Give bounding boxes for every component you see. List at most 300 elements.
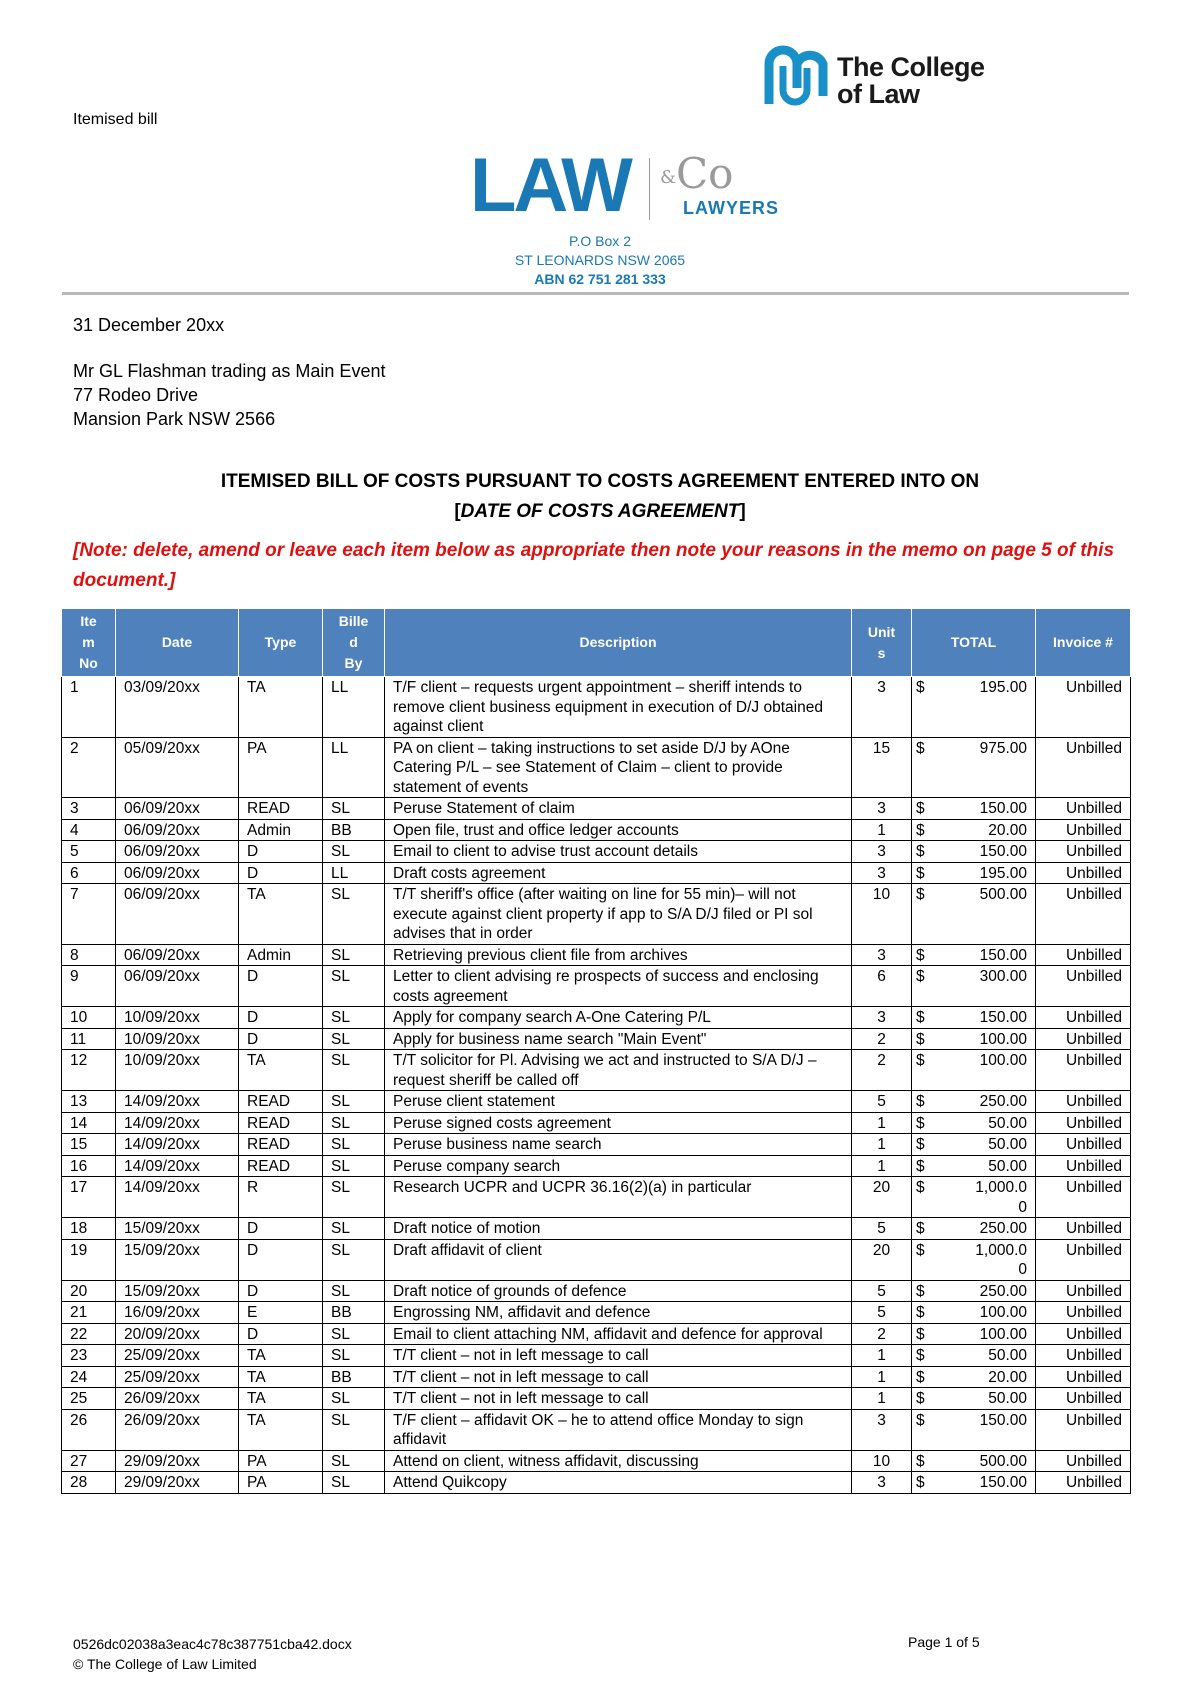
header-billed-by: Bille d By	[323, 609, 385, 677]
currency-symbol: $	[916, 1030, 925, 1048]
cell-billed-by: SL	[323, 1112, 385, 1134]
amount-value: 50.00	[988, 1136, 1027, 1153]
cell-billed-by: SL	[323, 1239, 385, 1280]
amount-value: 250.00	[979, 1282, 1027, 1300]
cell-billed-by: LL	[323, 737, 385, 798]
cell-units: 3	[852, 944, 912, 966]
cell-units: 1	[852, 1112, 912, 1134]
cell-total	[912, 862, 1036, 884]
cell-invoice: Unbilled	[1036, 1472, 1131, 1494]
cell-total	[912, 1239, 1036, 1280]
cell-item-no: 21	[62, 1302, 116, 1324]
cell-date: 14/09/20xx	[116, 1134, 239, 1156]
cell-units: 2	[852, 1323, 912, 1345]
cell-units: 3	[852, 1409, 912, 1450]
currency-symbol: $	[916, 1093, 925, 1110]
letter-date: 31 December 20xx	[73, 315, 225, 335]
cell-invoice: Unbilled	[1036, 1177, 1131, 1218]
cell-invoice: Unbilled	[1036, 1323, 1131, 1345]
table-row	[62, 1218, 1131, 1240]
cell-type: D	[239, 1218, 323, 1240]
cell-type: D	[239, 1323, 323, 1345]
cell-billed-by: SL	[323, 1218, 385, 1240]
cell-date: 06/09/20xx	[116, 798, 239, 820]
cell-billed-by: SL	[323, 1134, 385, 1156]
amount-value: 20.00	[988, 821, 1027, 839]
cell-date: 10/09/20xx	[116, 1050, 239, 1091]
cell-billed-by: SL	[323, 1450, 385, 1472]
cell-total	[912, 1366, 1036, 1388]
currency-symbol: $	[916, 1304, 925, 1321]
cell-units: 1	[852, 1134, 912, 1156]
currency-symbol: $	[916, 1157, 925, 1175]
cell-type: TA	[239, 884, 323, 945]
header-type: Type	[239, 609, 323, 677]
cell-billed-by: SL	[323, 884, 385, 945]
cell-item-no: 18	[62, 1218, 116, 1240]
cell-type: TA	[239, 1388, 323, 1410]
amount-value: 100.00	[979, 1325, 1027, 1343]
currency-symbol: $	[916, 1136, 925, 1153]
currency-symbol: $	[916, 946, 925, 964]
cell-date: 14/09/20xx	[116, 1155, 239, 1177]
amount-value: 500.00	[979, 886, 1027, 903]
currency-symbol: $	[916, 800, 925, 817]
table-row	[62, 1091, 1131, 1113]
cell-invoice: Unbilled	[1036, 1050, 1131, 1091]
cell-total	[912, 737, 1036, 798]
cell-date: 06/09/20xx	[116, 862, 239, 884]
cell-item-no: 16	[62, 1155, 116, 1177]
cell-type: TA	[239, 1050, 323, 1091]
cell-invoice: Unbilled	[1036, 677, 1131, 738]
cell-units: 1	[852, 1388, 912, 1410]
cell-type: PA	[239, 1472, 323, 1494]
cell-billed-by: SL	[323, 966, 385, 1007]
cell-units: 10	[852, 884, 912, 945]
cell-description: T/T client – not in left message to call	[385, 1388, 852, 1410]
cell-total	[912, 944, 1036, 966]
cell-billed-by: LL	[323, 677, 385, 738]
cell-units: 2	[852, 1050, 912, 1091]
cell-item-no: 4	[62, 819, 116, 841]
firm-logo-divider	[649, 158, 650, 220]
cell-date: 06/09/20xx	[116, 884, 239, 945]
cell-description: T/T client – not in left message to call	[385, 1366, 852, 1388]
amount-value: 1,000.0 0	[975, 1241, 1027, 1278]
currency-symbol: $	[916, 843, 925, 860]
cell-date: 14/09/20xx	[116, 1091, 239, 1113]
document-label: Itemised bill	[73, 111, 158, 128]
amount-value: 300.00	[979, 968, 1027, 985]
cell-description: T/F client – affidavit OK – he to attend office Monday to sign affidavit	[385, 1409, 852, 1450]
cell-date: 10/09/20xx	[116, 1007, 239, 1029]
cell-total	[912, 1007, 1036, 1029]
amount-value: 50.00	[988, 1390, 1027, 1407]
cell-invoice: Unbilled	[1036, 1302, 1131, 1324]
cell-type: R	[239, 1177, 323, 1218]
cell-total	[912, 1050, 1036, 1091]
cell-total	[912, 1388, 1036, 1410]
cell-item-no: 10	[62, 1007, 116, 1029]
cell-billed-by: SL	[323, 1345, 385, 1367]
cell-type: PA	[239, 737, 323, 798]
cell-item-no: 12	[62, 1050, 116, 1091]
cell-date: 03/09/20xx	[116, 677, 239, 738]
cell-total	[912, 884, 1036, 945]
cell-units: 3	[852, 841, 912, 863]
cell-total	[912, 1134, 1036, 1156]
currency-symbol: $	[916, 1241, 925, 1259]
cell-item-no: 2	[62, 737, 116, 798]
cell-billed-by: SL	[323, 1280, 385, 1302]
amount-value: 100.00	[979, 1304, 1027, 1321]
footer-filename: 0526dc02038a3eac4c78c387751cba42.docx	[73, 1636, 352, 1652]
footer-left	[73, 1634, 352, 1674]
instruction-note: [Note: delete, amend or leave each item below as appropriate then note your reasons in the memo on page 5 of this document.]	[73, 540, 1115, 591]
header-units: Unit s	[852, 609, 912, 677]
cell-total	[912, 1280, 1036, 1302]
cell-invoice: Unbilled	[1036, 862, 1131, 884]
cell-item-no: 25	[62, 1388, 116, 1410]
recipient-line2: 77 Rodeo Drive	[73, 385, 199, 405]
cell-date: 26/09/20xx	[116, 1409, 239, 1450]
currency-symbol: $	[916, 1368, 925, 1386]
currency-symbol: $	[916, 1390, 925, 1407]
bill-heading	[0, 467, 1200, 527]
table-row	[62, 1450, 1131, 1472]
table-row	[62, 1280, 1131, 1302]
currency-symbol: $	[916, 821, 925, 839]
firm-logo-co: &Co	[660, 149, 734, 198]
cell-type: TA	[239, 677, 323, 738]
cell-billed-by: SL	[323, 1091, 385, 1113]
cell-type: TA	[239, 1366, 323, 1388]
table-row	[62, 841, 1131, 863]
cell-item-no: 14	[62, 1112, 116, 1134]
cell-date: 25/09/20xx	[116, 1345, 239, 1367]
cell-total	[912, 1450, 1036, 1472]
cell-type: Admin	[239, 819, 323, 841]
table-header-row	[62, 609, 1131, 677]
cell-units: 2	[852, 1028, 912, 1050]
cell-date: 20/09/20xx	[116, 1323, 239, 1345]
currency-symbol: $	[916, 1325, 925, 1343]
cell-date: 06/09/20xx	[116, 944, 239, 966]
cell-date: 29/09/20xx	[116, 1450, 239, 1472]
cell-item-no: 23	[62, 1345, 116, 1367]
amount-value: 100.00	[979, 1030, 1027, 1048]
cell-invoice: Unbilled	[1036, 1388, 1131, 1410]
cell-invoice: Unbilled	[1036, 1450, 1131, 1472]
amount-value: 150.00	[979, 843, 1027, 860]
cell-total	[912, 1409, 1036, 1450]
cell-invoice: Unbilled	[1036, 1028, 1131, 1050]
table-row	[62, 1050, 1131, 1091]
cell-billed-by: SL	[323, 1388, 385, 1410]
cell-description: Draft affidavit of client	[385, 1239, 852, 1280]
amount-value: 50.00	[988, 1114, 1027, 1132]
table-row	[62, 819, 1131, 841]
cell-billed-by: BB	[323, 1366, 385, 1388]
cell-description: T/T sheriff's office (after waiting on line for 55 min)– will not execute against client property if app to S/A D/J filed or PI sol advises that in order	[385, 884, 852, 945]
cell-units: 1	[852, 819, 912, 841]
cell-type: READ	[239, 798, 323, 820]
firm-logo-lawyers: LAWYERS	[683, 198, 780, 218]
amount-value: 50.00	[988, 1157, 1027, 1175]
cell-units: 5	[852, 1218, 912, 1240]
table-row	[62, 677, 1131, 738]
cell-billed-by: SL	[323, 1028, 385, 1050]
cell-invoice: Unbilled	[1036, 1091, 1131, 1113]
cell-total	[912, 966, 1036, 1007]
cell-item-no: 1	[62, 677, 116, 738]
currency-symbol: $	[916, 886, 925, 903]
table-row	[62, 737, 1131, 798]
cell-total	[912, 798, 1036, 820]
cell-description: Attend Quikcopy	[385, 1472, 852, 1494]
cell-description: Letter to client advising re prospects of success and enclosing costs agreement	[385, 966, 852, 1007]
cell-date: 06/09/20xx	[116, 841, 239, 863]
cell-type: Admin	[239, 944, 323, 966]
cell-invoice: Unbilled	[1036, 1134, 1131, 1156]
currency-symbol: $	[916, 1179, 925, 1196]
cell-date: 14/09/20xx	[116, 1177, 239, 1218]
currency-symbol: $	[916, 739, 925, 757]
cell-billed-by: SL	[323, 944, 385, 966]
cell-type: D	[239, 1239, 323, 1280]
cell-units: 3	[852, 1007, 912, 1029]
cell-billed-by: SL	[323, 1409, 385, 1450]
cell-invoice: Unbilled	[1036, 1409, 1131, 1450]
amount-value: 975.00	[979, 739, 1027, 757]
cell-item-no: 17	[62, 1177, 116, 1218]
cell-type: D	[239, 841, 323, 863]
cell-description: Draft costs agreement	[385, 862, 852, 884]
cell-description: Apply for business name search "Main Event"	[385, 1028, 852, 1050]
cell-item-no: 11	[62, 1028, 116, 1050]
cell-total	[912, 1323, 1036, 1345]
cell-invoice: Unbilled	[1036, 798, 1131, 820]
cell-billed-by: SL	[323, 1323, 385, 1345]
cell-item-no: 3	[62, 798, 116, 820]
cell-type: TA	[239, 1345, 323, 1367]
cell-billed-by: SL	[323, 1155, 385, 1177]
cell-billed-by: SL	[323, 841, 385, 863]
cell-description: Apply for company search A-One Catering P/L	[385, 1007, 852, 1029]
amount-value: 20.00	[988, 1368, 1027, 1386]
cell-billed-by: LL	[323, 862, 385, 884]
cell-description: Email to client to advise trust account details	[385, 841, 852, 863]
currency-symbol: $	[916, 679, 925, 696]
cell-item-no: 19	[62, 1239, 116, 1280]
table-row	[62, 1388, 1131, 1410]
cell-total	[912, 1091, 1036, 1113]
cell-type: PA	[239, 1450, 323, 1472]
cell-description: Draft notice of grounds of defence	[385, 1280, 852, 1302]
cell-date: 25/09/20xx	[116, 1366, 239, 1388]
college-logo-line2: of Law	[837, 79, 920, 109]
cell-type: READ	[239, 1112, 323, 1134]
footer-copyright: © The College of Law Limited	[73, 1656, 257, 1672]
cell-total	[912, 819, 1036, 841]
cell-billed-by: SL	[323, 1177, 385, 1218]
cell-invoice: Unbilled	[1036, 1155, 1131, 1177]
recipient-line3: Mansion Park NSW 2566	[73, 409, 276, 429]
cell-item-no: 28	[62, 1472, 116, 1494]
cell-total	[912, 677, 1036, 738]
cell-billed-by: BB	[323, 1302, 385, 1324]
table-row	[62, 1366, 1131, 1388]
cell-invoice: Unbilled	[1036, 1112, 1131, 1134]
cell-invoice: Unbilled	[1036, 819, 1131, 841]
cell-date: 14/09/20xx	[116, 1112, 239, 1134]
table-row	[62, 798, 1131, 820]
bill-heading-line2: [DATE OF COSTS AGREEMENT]	[454, 501, 746, 522]
cell-units: 1	[852, 1345, 912, 1367]
cell-billed-by: SL	[323, 1472, 385, 1494]
currency-symbol: $	[916, 1411, 925, 1429]
cell-type: D	[239, 862, 323, 884]
table-row	[62, 1155, 1131, 1177]
cell-invoice: Unbilled	[1036, 1366, 1131, 1388]
cell-description: Peruse client statement	[385, 1091, 852, 1113]
currency-symbol: $	[916, 1009, 925, 1026]
table-row	[62, 1239, 1131, 1280]
cell-item-no: 9	[62, 966, 116, 1007]
cell-total	[912, 1218, 1036, 1240]
recipient-line1: Mr GL Flashman trading as Main Event	[73, 361, 386, 381]
cell-type: READ	[239, 1091, 323, 1113]
cell-total	[912, 1112, 1036, 1134]
cell-invoice: Unbilled	[1036, 944, 1131, 966]
cell-type: D	[239, 966, 323, 1007]
cell-invoice: Unbilled	[1036, 1007, 1131, 1029]
cell-date: 06/09/20xx	[116, 966, 239, 1007]
firm-logo-law: LAW	[470, 143, 630, 228]
cell-date: 29/09/20xx	[116, 1472, 239, 1494]
cell-billed-by: SL	[323, 1007, 385, 1029]
cell-item-no: 13	[62, 1091, 116, 1113]
cell-units: 15	[852, 737, 912, 798]
header-invoice: Invoice #	[1036, 609, 1131, 677]
currency-symbol: $	[916, 1347, 925, 1364]
cell-item-no: 6	[62, 862, 116, 884]
footer-page-number: Page 1 of 5	[908, 1634, 980, 1650]
cell-units: 1	[852, 1155, 912, 1177]
amount-value: 150.00	[979, 1474, 1027, 1491]
table-row	[62, 944, 1131, 966]
table-row	[62, 862, 1131, 884]
currency-symbol: $	[916, 1452, 925, 1470]
currency-symbol: $	[916, 1474, 925, 1491]
table-row	[62, 1345, 1131, 1367]
cell-invoice: Unbilled	[1036, 1239, 1131, 1280]
table-row	[62, 1112, 1131, 1134]
cell-billed-by: SL	[323, 798, 385, 820]
cell-type: D	[239, 1028, 323, 1050]
cell-description: T/T client – not in left message to call	[385, 1345, 852, 1367]
cell-description: T/F client – requests urgent appointment – sheriff intends to remove client business equipment in execution of D/J obtained against client	[385, 677, 852, 738]
cell-description: Attend on client, witness affidavit, discussing	[385, 1450, 852, 1472]
cell-invoice: Unbilled	[1036, 737, 1131, 798]
header-rule	[62, 292, 1129, 295]
currency-symbol: $	[916, 968, 925, 985]
cell-units: 3	[852, 677, 912, 738]
cell-units: 20	[852, 1239, 912, 1280]
cell-description: Peruse signed costs agreement	[385, 1112, 852, 1134]
amount-value: 100.00	[979, 1052, 1027, 1069]
college-of-law-logo	[763, 44, 1003, 110]
cell-invoice: Unbilled	[1036, 1280, 1131, 1302]
cell-date: 15/09/20xx	[116, 1280, 239, 1302]
cell-type: READ	[239, 1134, 323, 1156]
cell-billed-by: SL	[323, 1050, 385, 1091]
cell-item-no: 7	[62, 884, 116, 945]
amount-value: 195.00	[979, 864, 1027, 882]
amount-value: 150.00	[979, 946, 1027, 964]
cell-type: TA	[239, 1409, 323, 1450]
cell-units: 5	[852, 1091, 912, 1113]
cell-invoice: Unbilled	[1036, 1345, 1131, 1367]
cell-item-no: 15	[62, 1134, 116, 1156]
cell-units: 3	[852, 798, 912, 820]
cell-item-no: 8	[62, 944, 116, 966]
amount-value: 500.00	[979, 1452, 1027, 1470]
cell-units: 20	[852, 1177, 912, 1218]
cell-description: Open file, trust and office ledger accounts	[385, 819, 852, 841]
cell-description: Engrossing NM, affidavit and defence	[385, 1302, 852, 1324]
cell-description: Peruse business name search	[385, 1134, 852, 1156]
cell-invoice: Unbilled	[1036, 1218, 1131, 1240]
cell-type: D	[239, 1007, 323, 1029]
firm-logo	[470, 143, 790, 228]
cell-item-no: 26	[62, 1409, 116, 1450]
header-total: TOTAL	[912, 609, 1036, 677]
currency-symbol: $	[916, 1114, 925, 1132]
currency-symbol: $	[916, 1220, 925, 1237]
cell-total	[912, 1177, 1036, 1218]
cell-description: Draft notice of motion	[385, 1218, 852, 1240]
cell-total	[912, 1345, 1036, 1367]
cell-description: T/T solicitor for Pl. Advising we act and instructed to S/A D/J – request sheriff be called off	[385, 1050, 852, 1091]
college-logo-icon	[763, 44, 829, 110]
cell-item-no: 27	[62, 1450, 116, 1472]
cell-type: READ	[239, 1155, 323, 1177]
cell-units: 5	[852, 1280, 912, 1302]
cell-date: 15/09/20xx	[116, 1239, 239, 1280]
table-row	[62, 1409, 1131, 1450]
amount-value: 1,000.0 0	[975, 1179, 1027, 1216]
table-row	[62, 1472, 1131, 1494]
cell-total	[912, 841, 1036, 863]
cell-description: Retrieving previous client file from archives	[385, 944, 852, 966]
college-logo-line1: The College	[837, 52, 985, 82]
currency-symbol: $	[916, 864, 925, 882]
table-row	[62, 1302, 1131, 1324]
header-date: Date	[116, 609, 239, 677]
table-row	[62, 1177, 1131, 1218]
cell-description: Peruse company search	[385, 1155, 852, 1177]
table-row	[62, 1028, 1131, 1050]
cell-item-no: 5	[62, 841, 116, 863]
cell-invoice: Unbilled	[1036, 884, 1131, 945]
amount-value: 150.00	[979, 1411, 1027, 1429]
table-row	[62, 1323, 1131, 1345]
bill-heading-line1: ITEMISED BILL OF COSTS PURSUANT TO COSTS AGREEMENT ENTERED INTO ON	[220, 471, 980, 492]
cell-total	[912, 1302, 1036, 1324]
amount-value: 250.00	[979, 1093, 1027, 1110]
